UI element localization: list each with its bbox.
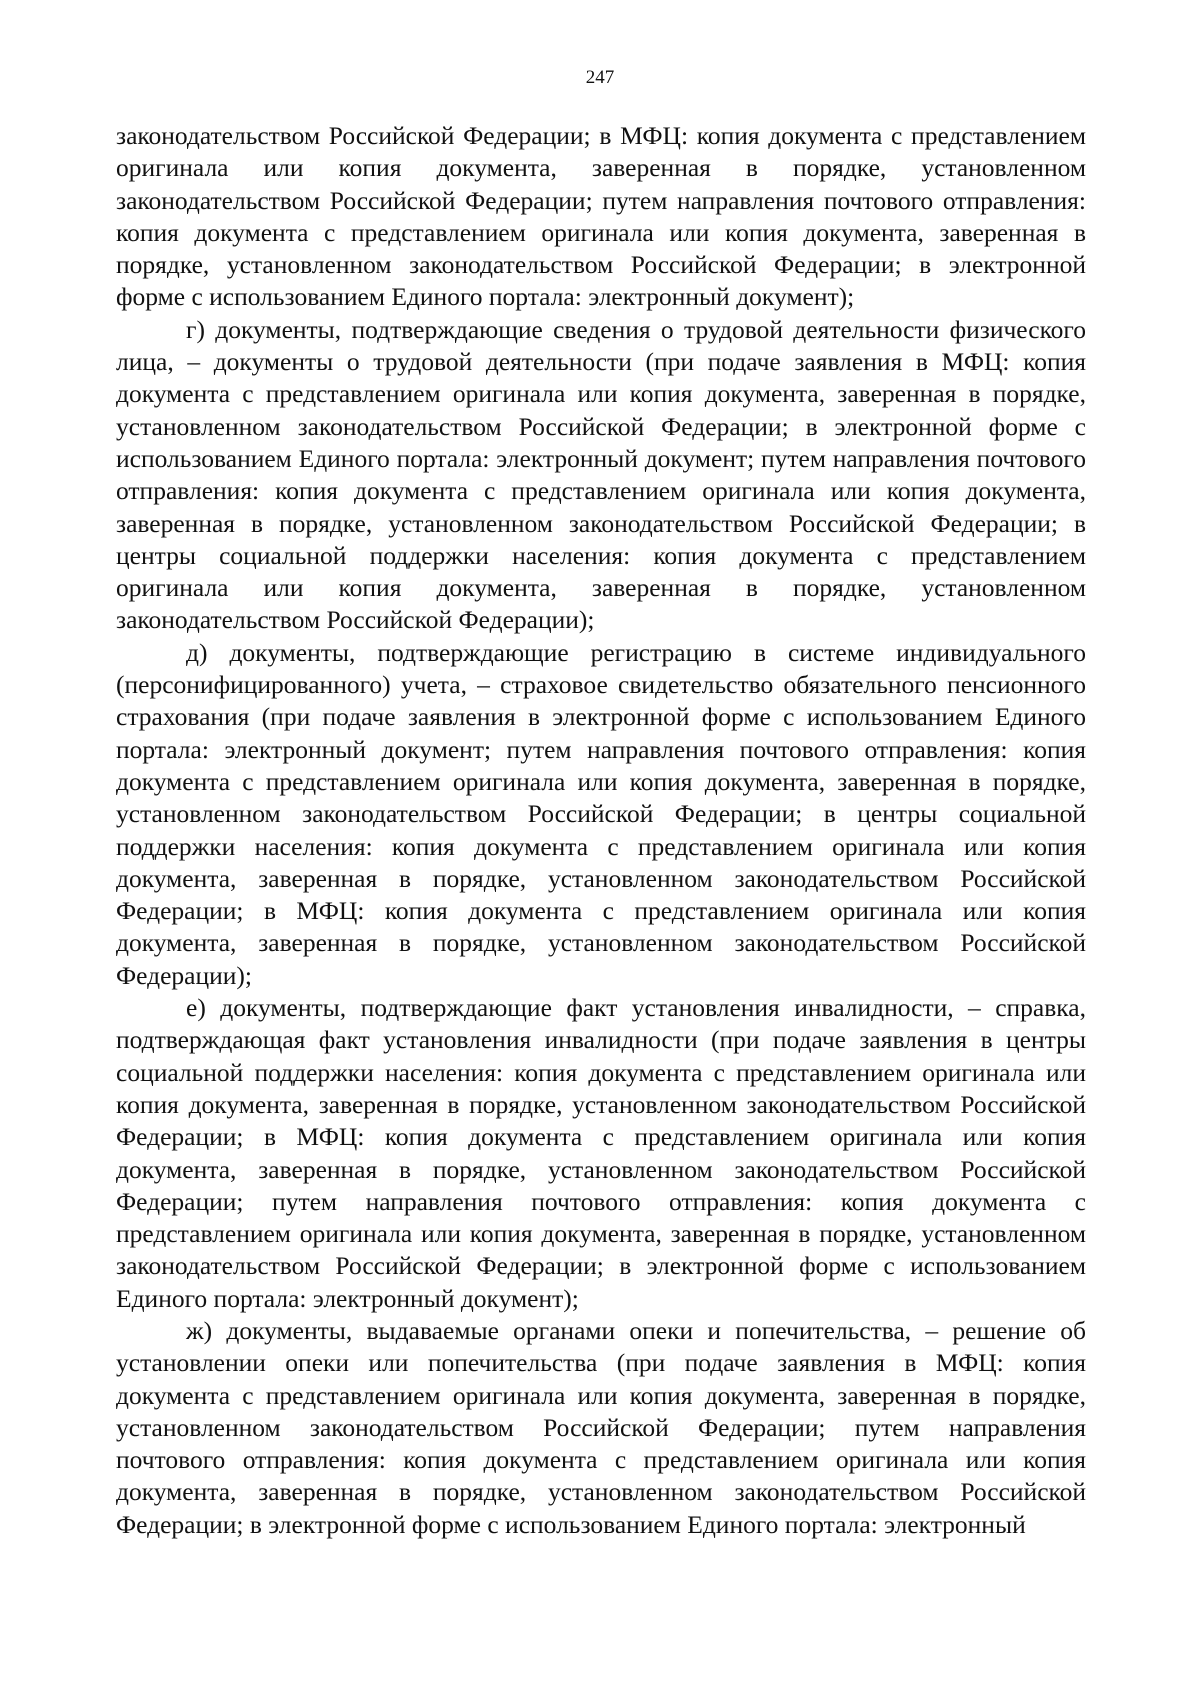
- paragraph-item-e: е) документы, подтверждающие факт установления инвалидности, – справка, подтверждающая факт установления инвалидности (при подаче заявления в центры социальной поддержки населения: копия документа с представлением оригинала или копия документа, заверенная в порядке, установленном законодательством Российской Федерации; в МФЦ: копия документа с представлением оригинала или копия документа, заверенная в порядке, установленном законодательством Российской Федерации; путем направления почтового отправления: копия документа с представлением оригинала или копия документа, заверенная в порядке, установленном законодательством Российской Федерации; в электронной форме с использованием Единого портала: электронный документ);: [116, 993, 1086, 1313]
- paragraph-item-zh: ж) документы, выдаваемые органами опеки и попечительства, – решение об установлении опеки или попечительства (при подаче заявления в МФЦ: копия документа с представлением оригинала или копия документа, заверенная в порядке, установленном законодательством Российской Федерации; путем направления почтового отправления: копия документа с представлением оригинала или копия документа, заверенная в порядке, установленном законодательством Российской Федерации; в электронной форме с использованием Единого портала: электронный: [116, 1315, 1086, 1539]
- paragraph-item-g: г) документы, подтверждающие сведения о трудовой деятельности физического лица, – документы о трудовой деятельности (при подаче заявления в МФЦ: копия документа с представлением оригинала или копия документа, заверенная в порядке, установленном законодательством Российской Федерации; в электронной форме с использованием Единого портала: электронный документ; путем направления почтового отправления: копия документа с представлением оригинала или копия документа, заверенная в порядке, установленном законодательством Российской Федерации; в центры социальной поддержки населения: копия документа с представлением оригинала или копия документа, заверенная в порядке, установленном законодательством Российской Федерации);: [116, 314, 1086, 635]
- document-body: [116, 120, 1086, 1541]
- paragraph-item-d: д) документы, подтверждающие регистрацию в системе индивидуального (персонифицированного) учета, – страховое свидетельство обязательного пенсионного страхования (при подаче заявления в электронной форме с использованием Единого портала: электронный документ; путем направления почтового отправления: копия документа с представлением оригинала или копия документа, заверенная в порядке, установленном законодательством Российской Федерации; в центры социальной поддержки населения: копия документа с представлением оригинала или копия документа, заверенная в порядке, установленном законодательством Российской Федерации; в МФЦ: копия документа с представлением оригинала или копия документа, заверенная в порядке, установленном законодательством Российской Федерации);: [116, 637, 1086, 990]
- paragraph-continuation: законодательством Российской Федерации; в МФЦ: копия документа с представлением оригинала или копия документа, заверенная в порядке, установленном законодательством Российской Федерации; путем направления почтового отправления: копия документа с представлением оригинала или копия документа, заверенная в порядке, установленном законодательством Российской Федерации; в электронной форме с использованием Единого портала: электронный документ);: [116, 121, 1086, 312]
- page-number: 247: [585, 67, 615, 88]
